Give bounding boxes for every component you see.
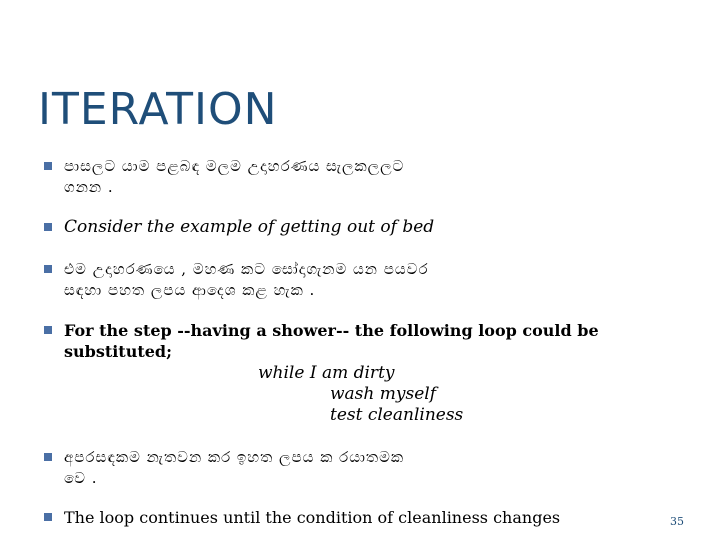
bullet-2-text: Consider the example of getting out of bed [64, 217, 435, 237]
bullet-5-line1: අපරසඳකම නැතවන කර ඉහත ලපය ක රයාතමක [64, 448, 405, 466]
page-number: 35 [670, 515, 684, 528]
bullet-1-line1: පාසලට යාම පළබඳ මලම උදාහරණය සැලකලලට [64, 157, 405, 175]
bullet-4 [44, 320, 599, 362]
bullet-1 [44, 156, 404, 198]
bullet-6 [44, 507, 560, 528]
bullet-3-line2: සඳහා පහත ලපය ආදෙශ කළ හැක . [64, 281, 316, 299]
bullet-marker [44, 513, 52, 521]
bullet-marker [44, 453, 52, 461]
bullet-3-text [64, 259, 429, 301]
bullet-3 [44, 259, 429, 301]
slide-title: ITERATION [38, 84, 278, 135]
bullet-5-line2: වෙ . [64, 469, 98, 487]
bullet-5 [44, 447, 404, 489]
bullet-1-text [64, 156, 404, 198]
bullet-marker [44, 326, 52, 334]
bullet-4-text [64, 320, 599, 362]
bullet-6-text: The loop continues until the condition of cleanliness changes [64, 508, 561, 527]
code-line-wash: wash myself [330, 384, 437, 404]
bullet-marker [44, 223, 52, 231]
bullet-1-line2: ගනන . [64, 178, 114, 196]
bullet-2 [44, 217, 434, 238]
bullet-marker [44, 162, 52, 170]
bullet-marker [44, 265, 52, 273]
bullet-4-line1: For the step --having a shower-- the following loop could be [64, 321, 599, 340]
code-line-while: while I am dirty [258, 363, 395, 383]
bullet-5-text [64, 447, 404, 489]
code-line-test: test cleanliness [330, 405, 464, 425]
bullet-4-line2: substituted; [64, 342, 172, 361]
bullet-3-line1: එම උදාහරණයෙ , මහණ කට සෝදාගැනම යන පයවර [64, 260, 429, 278]
